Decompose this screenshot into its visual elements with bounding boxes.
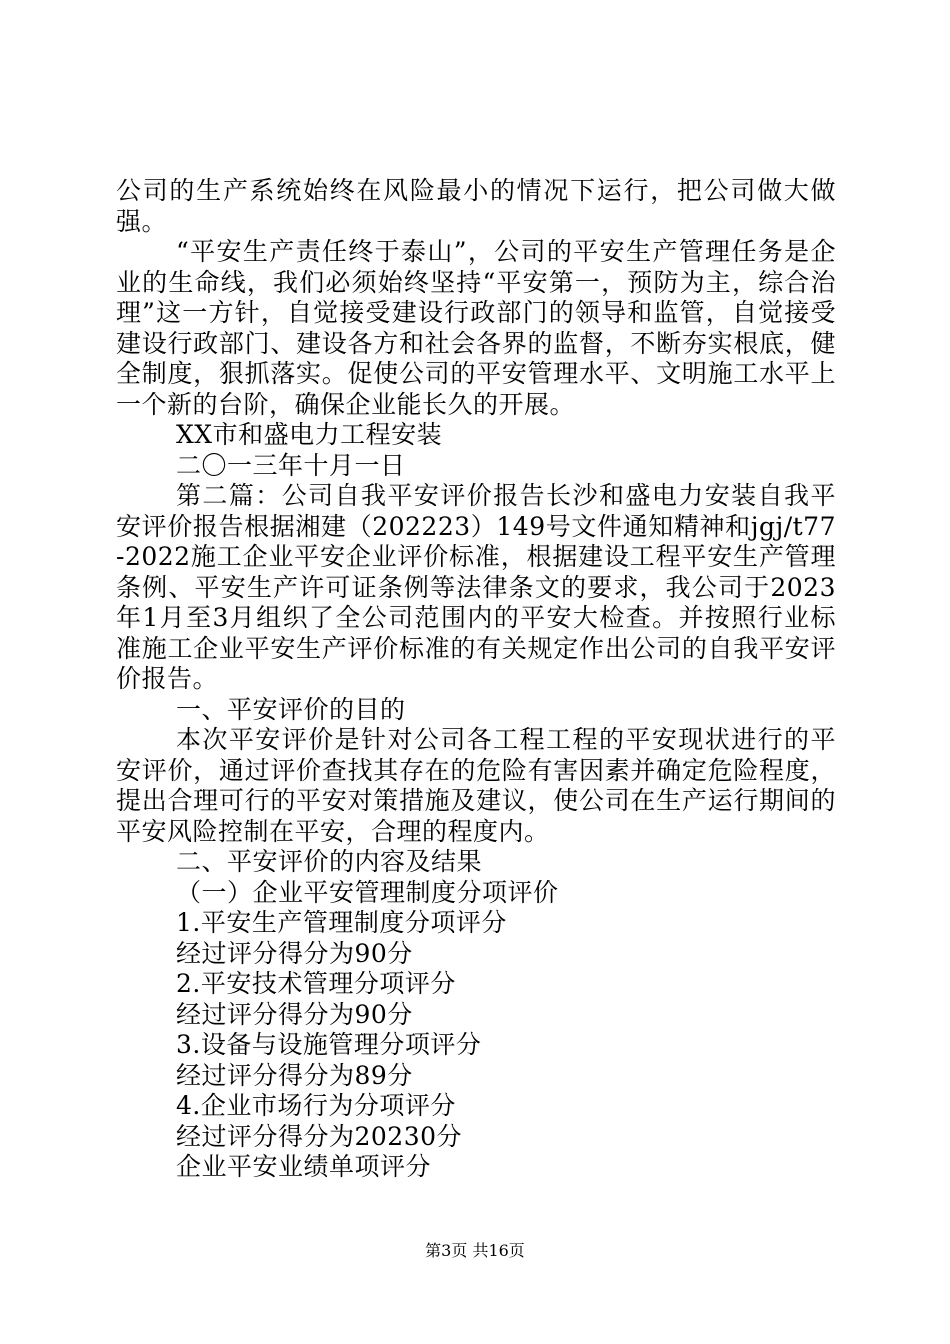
paragraph-safety-slogan: “平安生产责任终于泰山”，公司的平安生产管理任务是企业的生命线，我们必须始终坚持“平安第一，预防为主，综合治理”这一方针，自觉接受建设行政部门的领导和监管，自觉接受建设行政部门、建设各方和社会各界的监督，不断夯实根底，健全制度，狠抓落实。促使公司的平安管理水平、文明施工水平上一个新的台阶，确保企业能长久的开展。 xyxy=(116,237,836,419)
item-heading-1: 1.平安生产管理制度分项评分 xyxy=(176,908,507,937)
paragraph-purpose: 本次平安评价是针对公司各工程工程的平安现状进行的平安评价，通过评价查找其存在的危险有害因素并确定危险程度，提出合理可行的平安对策措施及建议，使公司在生产运行期间的平安风险控制在平安，合理的程度内。 xyxy=(116,725,836,846)
item-heading-4: 4.企业市场行为分项评分 xyxy=(176,1091,456,1120)
page-number-footer: 第3页 共16页 xyxy=(425,1241,525,1260)
document-body xyxy=(116,176,836,1183)
signature-company: XX市和盛电力工程安装 xyxy=(176,420,443,449)
section-heading-purpose: 一、平安评价的目的 xyxy=(176,694,406,724)
subsection-heading-management: （一）企业平安管理制度分项评价 xyxy=(176,877,559,907)
item-score-2: 经过评分得分为90分 xyxy=(176,999,413,1029)
item-heading-3: 3.设备与设施管理分项评分 xyxy=(176,1030,482,1059)
item-score-1: 经过评分得分为90分 xyxy=(176,938,413,968)
section-heading-content: 二、平安评价的内容及结果 xyxy=(176,847,483,876)
paragraph-continuation: 公司的生产系统始终在风险最小的情况下运行，把公司做大做强。 xyxy=(116,176,836,236)
item-score-3: 经过评分得分为89分 xyxy=(176,1060,413,1090)
item-heading-2: 2.平安技术管理分项评分 xyxy=(176,969,456,998)
item-heading-5: 企业平安业绩单项评分 xyxy=(176,1152,432,1181)
signature-date: 二〇一三年十月一日 xyxy=(176,450,406,480)
item-score-4: 经过评分得分为20230分 xyxy=(176,1121,463,1151)
paragraph-part-two-intro: 第二篇：公司自我平安评价报告长沙和盛电力安装自我平安评价报告根据湘建（202223）149号文件通知精神和jgj/t77-2022施工企业平安企业评价标准，根据建设工程平安生产管理条例、平安生产许可证条例等法律条文的要求，我公司于2023年1月至3月组织了全公司范围内的平安大检查。并按照行业标准施工企业平安生产评价标准的有关规定作出公司的自我平安评价报告。 xyxy=(116,481,836,693)
